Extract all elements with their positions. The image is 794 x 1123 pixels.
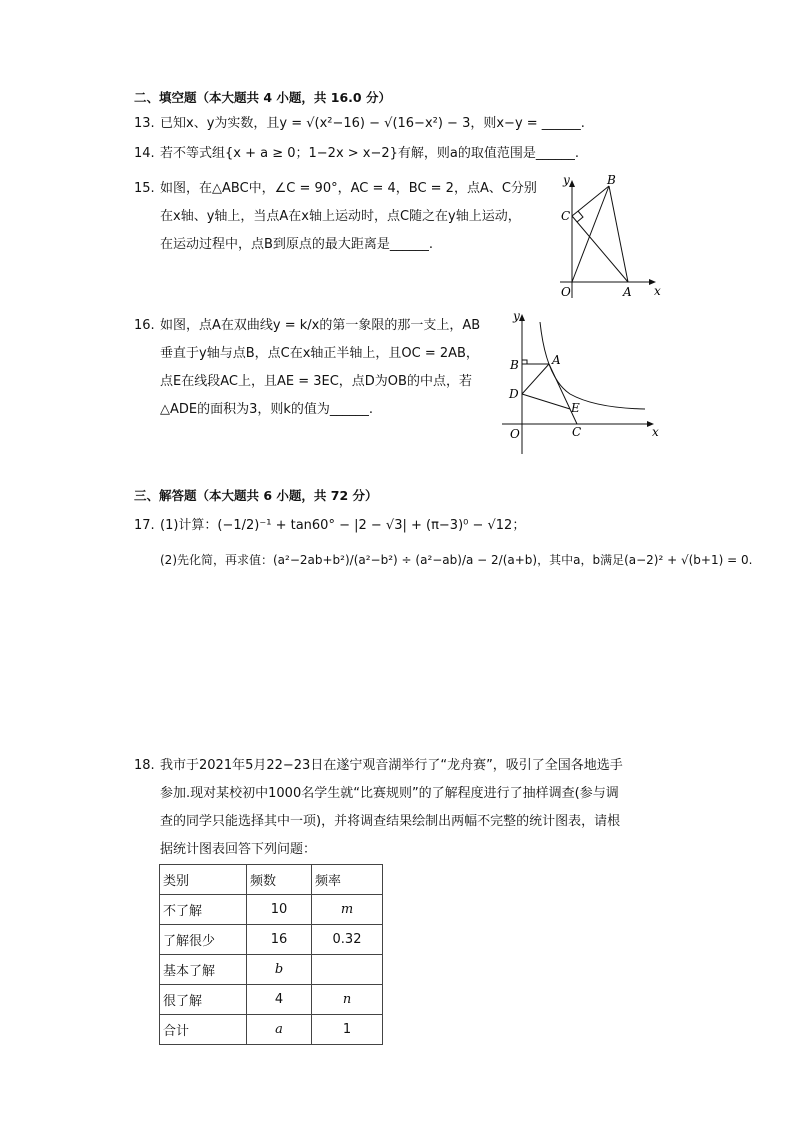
table-cell: 不了解 [160, 895, 247, 925]
question-number: 18. [134, 758, 155, 773]
label-a: A [623, 285, 632, 299]
question-line: △ADE的面积为3，则k的值为______. [160, 402, 374, 417]
table-cell: m [312, 895, 383, 925]
table-cell [312, 955, 383, 985]
table-cell: 0.32 [312, 925, 383, 955]
segment-da [522, 364, 549, 394]
label-e: E [571, 401, 580, 415]
question-text: 已知x、y为实数，且y = √(x²−16) − √(16−x²) − 3，则x−y = ______. [160, 116, 585, 131]
label-b: B [607, 173, 616, 187]
table-header-cell: 频率 [312, 865, 383, 895]
section-heading-answer: 三、解答题（本大题共 6 小题，共 72 分） [134, 488, 378, 503]
table-cell: b [247, 955, 312, 985]
table-cell: 1 [312, 1015, 383, 1045]
frequency-table [159, 864, 383, 1045]
label-y: y [513, 309, 520, 323]
label-c: C [572, 425, 582, 439]
table-row [160, 985, 383, 1015]
label-x: x [654, 284, 661, 298]
label-y: y [563, 173, 570, 187]
y-axis-arrow [519, 314, 525, 321]
question-line: 在运动过程中，点B到原点的最大距离是______. [160, 237, 434, 252]
table-row [160, 955, 383, 985]
question-number: 14. [134, 146, 155, 161]
question-part-1: (1)计算：(−1/2)⁻¹ + tan60° − |2 − √3| + (π−3)⁰ − √12； [160, 518, 526, 533]
triangle-figure [552, 172, 672, 312]
segment-ac [549, 364, 577, 424]
question-15 [134, 175, 564, 259]
table-cell: 4 [247, 985, 312, 1015]
right-angle-mark [522, 360, 527, 364]
section-heading-fill: 二、填空题（本大题共 4 小题，共 16.0 分） [134, 90, 391, 105]
segment-ba [609, 186, 628, 282]
table-header-cell: 频数 [247, 865, 312, 895]
label-o: O [510, 427, 520, 441]
table-cell: 了解很少 [160, 925, 247, 955]
table-header-row [160, 865, 383, 895]
segment-ca [572, 216, 628, 282]
table-row [160, 1015, 383, 1045]
question-number: 13. [134, 116, 155, 131]
question-number: 15. [134, 181, 155, 196]
question-line: 查的同学只能选择其中一项)，并将调查结果绘制出两幅不完整的统计图表，请根 [160, 814, 621, 829]
question-number: 17. [134, 518, 155, 533]
table-cell: a [247, 1015, 312, 1045]
label-d: D [509, 387, 519, 401]
question-part-2: (2)先化简，再求值：(a²−2ab+b²)/(a²−b²) ÷ (a²−ab)/a − 2/(a+b)，其中a，b满足(a−2)² + √(b+1) = 0. [160, 553, 753, 567]
table-row [160, 925, 383, 955]
question-17 [134, 512, 753, 574]
question-line: 据统计图表回答下列问题： [160, 842, 317, 857]
question-line: 参加.现对某校初中1000名学生就“比赛规则”的了解程度进行了抽样调查(参与调 [160, 786, 619, 801]
label-c: C [561, 209, 571, 223]
table-cell: 基本了解 [160, 955, 247, 985]
question-line: 在x轴、y轴上，当点A在x轴上运动时，点C随之在y轴上运动， [160, 209, 521, 224]
question-13 [134, 110, 604, 138]
question-text: 若不等式组{x + a ≥ 0；1−2x > x−2}有解，则a的取值范围是______. [160, 146, 580, 161]
label-x: x [652, 425, 659, 439]
question-line: 如图，点A在双曲线y = k/x的第一象限的那一支上，AB [160, 318, 481, 333]
question-line: 垂直于y轴与点B，点C在x轴正半轴上，且OC = 2AB， [160, 346, 479, 361]
table-cell: n [312, 985, 383, 1015]
table-cell: 很了解 [160, 985, 247, 1015]
question-18 [134, 752, 654, 864]
table-cell: 10 [247, 895, 312, 925]
table-row [160, 895, 383, 925]
label-b: B [510, 358, 519, 372]
question-line: 点E在线段AC上，且AE = 3EC，点D为OB的中点，若 [160, 374, 472, 389]
table-cell: 合计 [160, 1015, 247, 1045]
y-axis-arrow [569, 180, 575, 187]
right-angle-mark [577, 211, 583, 222]
segment-de [522, 394, 570, 409]
question-line: 我市于2021年5月22−23日在遂宁观音湖举行了“龙舟赛”，吸引了全国各地选手 [160, 758, 623, 773]
hyperbola-figure [500, 308, 670, 458]
question-number: 16. [134, 318, 155, 333]
table-header-cell: 类别 [160, 865, 247, 895]
question-line: 如图，在△ABC中，∠C = 90°，AC = 4，BC = 2，点A、C分别 [160, 181, 537, 196]
question-14 [134, 140, 604, 168]
label-a: A [552, 353, 561, 367]
table-cell: 16 [247, 925, 312, 955]
label-o: O [561, 285, 571, 299]
